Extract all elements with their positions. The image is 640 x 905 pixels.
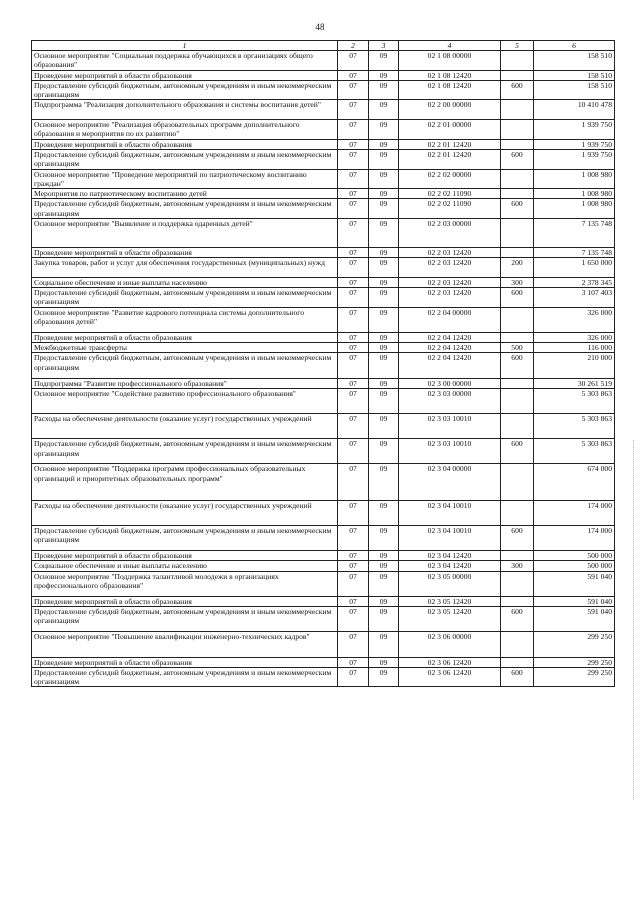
row-expense-type: 600 bbox=[501, 288, 534, 308]
row-section: 07 bbox=[338, 189, 369, 199]
row-expense-type bbox=[501, 219, 534, 248]
table-row bbox=[32, 353, 615, 378]
row-subsection: 09 bbox=[369, 525, 399, 550]
page-edge-marks bbox=[633, 440, 636, 800]
table-row bbox=[32, 439, 615, 464]
table-row bbox=[32, 80, 615, 100]
row-target-code: 02 1 08 12420 bbox=[399, 70, 501, 80]
row-name: Основное мероприятие "Реализация образовательных программ дополнительного образования и мероприятия по их развитию" bbox=[32, 120, 338, 140]
table-row bbox=[32, 571, 615, 596]
row-name: Основное мероприятие "Поддержка талантливой молодежи в организациях профессионального образования" bbox=[32, 571, 338, 596]
row-section: 07 bbox=[338, 561, 369, 571]
row-expense-type bbox=[501, 378, 534, 388]
row-subsection: 09 bbox=[369, 120, 399, 140]
row-expense-type: 600 bbox=[501, 525, 534, 550]
table-row bbox=[32, 199, 615, 219]
row-expense-type bbox=[501, 571, 534, 596]
row-section: 07 bbox=[338, 139, 369, 149]
row-section: 07 bbox=[338, 596, 369, 606]
row-target-code: 02 2 03 00000 bbox=[399, 219, 501, 248]
row-amount: 158 510 bbox=[534, 80, 615, 100]
table-row bbox=[32, 51, 615, 71]
row-subsection: 09 bbox=[369, 199, 399, 219]
row-subsection: 09 bbox=[369, 307, 399, 332]
row-section: 07 bbox=[338, 414, 369, 439]
table-row bbox=[32, 189, 615, 199]
row-amount: 299 250 bbox=[534, 632, 615, 657]
row-expense-type: 600 bbox=[501, 667, 534, 687]
row-section: 07 bbox=[338, 388, 369, 413]
row-target-code: 02 2 03 12420 bbox=[399, 288, 501, 308]
table-row bbox=[32, 343, 615, 353]
table-row bbox=[32, 561, 615, 571]
row-subsection: 09 bbox=[369, 607, 399, 632]
row-section: 07 bbox=[338, 247, 369, 257]
row-expense-type bbox=[501, 464, 534, 500]
row-amount: 30 261 519 bbox=[534, 378, 615, 388]
row-subsection: 09 bbox=[369, 288, 399, 308]
row-name: Предоставление субсидий бюджетным, автономным учреждениям и иным некоммерческим организациям bbox=[32, 199, 338, 219]
row-target-code: 02 3 04 10010 bbox=[399, 500, 501, 525]
row-amount: 158 510 bbox=[534, 51, 615, 71]
row-section: 07 bbox=[338, 353, 369, 378]
row-name: Предоставление субсидий бюджетным, автономным учреждениям и иным некоммерческим организациям bbox=[32, 525, 338, 550]
row-expense-type: 200 bbox=[501, 258, 534, 278]
row-subsection: 09 bbox=[369, 277, 399, 287]
row-expense-type bbox=[501, 388, 534, 413]
row-amount: 591 040 bbox=[534, 596, 615, 606]
row-target-code: 02 3 06 00000 bbox=[399, 632, 501, 657]
row-section: 07 bbox=[338, 378, 369, 388]
row-section: 07 bbox=[338, 277, 369, 287]
row-amount: 174 000 bbox=[534, 525, 615, 550]
row-name: Подпрограмма "Реализация дополнительного образования и системы воспитания детей" bbox=[32, 100, 338, 120]
row-target-code: 02 1 08 12420 bbox=[399, 80, 501, 100]
row-name: Основное мероприятие "Проведение мероприятий по патриотическому воспитанию граждан" bbox=[32, 169, 338, 189]
row-section: 07 bbox=[338, 307, 369, 332]
table-row bbox=[32, 247, 615, 257]
row-expense-type: 500 bbox=[501, 343, 534, 353]
row-subsection: 09 bbox=[369, 414, 399, 439]
row-target-code: 02 3 05 12420 bbox=[399, 607, 501, 632]
row-section: 07 bbox=[338, 500, 369, 525]
row-name: Проведение мероприятий в области образования bbox=[32, 70, 338, 80]
header-col-4: 4 bbox=[399, 41, 501, 51]
row-amount: 500 000 bbox=[534, 551, 615, 561]
row-amount: 1 008 980 bbox=[534, 169, 615, 189]
row-expense-type bbox=[501, 500, 534, 525]
row-section: 07 bbox=[338, 199, 369, 219]
row-name: Мероприятия по патриотическому воспитанию детей bbox=[32, 189, 338, 199]
row-name: Проведение мероприятий в области образования bbox=[32, 332, 338, 342]
row-amount: 299 250 bbox=[534, 657, 615, 667]
table-row bbox=[32, 288, 615, 308]
row-amount: 174 000 bbox=[534, 500, 615, 525]
row-expense-type bbox=[501, 169, 534, 189]
row-expense-type bbox=[501, 307, 534, 332]
row-subsection: 09 bbox=[369, 189, 399, 199]
row-target-code: 02 3 04 12420 bbox=[399, 561, 501, 571]
row-section: 07 bbox=[338, 51, 369, 71]
row-expense-type bbox=[501, 189, 534, 199]
row-target-code: 02 2 01 12420 bbox=[399, 139, 501, 149]
row-expense-type bbox=[501, 332, 534, 342]
row-subsection: 09 bbox=[369, 258, 399, 278]
row-section: 07 bbox=[338, 288, 369, 308]
row-subsection: 09 bbox=[369, 139, 399, 149]
row-target-code: 02 2 02 11090 bbox=[399, 199, 501, 219]
row-target-code: 02 3 04 10010 bbox=[399, 525, 501, 550]
row-name: Расходы на обеспечение деятельности (оказание услуг) государственных учреждений bbox=[32, 414, 338, 439]
row-expense-type bbox=[501, 139, 534, 149]
row-subsection: 09 bbox=[369, 657, 399, 667]
table-header-row bbox=[32, 41, 615, 51]
row-target-code: 02 2 02 11090 bbox=[399, 189, 501, 199]
header-col-3: 3 bbox=[369, 41, 399, 51]
row-expense-type bbox=[501, 657, 534, 667]
row-expense-type bbox=[501, 596, 534, 606]
table-row bbox=[32, 525, 615, 550]
row-subsection: 09 bbox=[369, 464, 399, 500]
row-name: Основное мероприятие "Содействие развитию профессионального образования" bbox=[32, 388, 338, 413]
row-name: Закупка товаров, работ и услуг для обеспечения государственных (муниципальных) нужд bbox=[32, 258, 338, 278]
row-amount: 210 000 bbox=[534, 353, 615, 378]
row-target-code: 02 3 05 12420 bbox=[399, 596, 501, 606]
row-target-code: 02 2 04 12420 bbox=[399, 343, 501, 353]
row-subsection: 09 bbox=[369, 169, 399, 189]
row-amount: 1 939 750 bbox=[534, 139, 615, 149]
row-target-code: 02 2 04 00000 bbox=[399, 307, 501, 332]
row-amount: 5 303 863 bbox=[534, 414, 615, 439]
row-section: 07 bbox=[338, 551, 369, 561]
row-subsection: 09 bbox=[369, 219, 399, 248]
row-target-code: 02 3 00 00000 bbox=[399, 378, 501, 388]
row-name: Основное мероприятие "Развитие кадрового потенциала системы дополнительного образования детей" bbox=[32, 307, 338, 332]
row-amount: 158 510 bbox=[534, 70, 615, 80]
table-row bbox=[32, 120, 615, 140]
row-target-code: 02 2 01 12420 bbox=[399, 149, 501, 169]
row-subsection: 09 bbox=[369, 561, 399, 571]
row-expense-type: 600 bbox=[501, 353, 534, 378]
row-section: 07 bbox=[338, 657, 369, 667]
row-expense-type bbox=[501, 51, 534, 71]
row-section: 07 bbox=[338, 439, 369, 464]
row-name: Социальное обеспечение и иные выплаты населению bbox=[32, 561, 338, 571]
row-amount: 1 939 750 bbox=[534, 149, 615, 169]
row-expense-type bbox=[501, 70, 534, 80]
row-subsection: 09 bbox=[369, 353, 399, 378]
header-col-1: 1 bbox=[32, 41, 338, 51]
table-row bbox=[32, 378, 615, 388]
row-name: Предоставление субсидий бюджетным, автономным учреждениям и иным некоммерческим организациям bbox=[32, 439, 338, 464]
row-subsection: 09 bbox=[369, 70, 399, 80]
row-expense-type: 300 bbox=[501, 277, 534, 287]
row-name: Предоставление субсидий бюджетным, автономным учреждениям и иным некоммерческим организациям bbox=[32, 288, 338, 308]
row-expense-type: 600 bbox=[501, 439, 534, 464]
row-section: 07 bbox=[338, 607, 369, 632]
table-row bbox=[32, 277, 615, 287]
table-row bbox=[32, 258, 615, 278]
row-amount: 5 303 863 bbox=[534, 439, 615, 464]
row-amount: 1 939 750 bbox=[534, 120, 615, 140]
table-row bbox=[32, 464, 615, 500]
row-expense-type bbox=[501, 414, 534, 439]
row-name: Предоставление субсидий бюджетным, автономным учреждениям и иным некоммерческим организациям bbox=[32, 667, 338, 687]
row-amount: 116 000 bbox=[534, 343, 615, 353]
row-name: Основное мероприятие "Социальная поддержка обучающихся в организациях общего образования" bbox=[32, 51, 338, 71]
row-name: Проведение мероприятий в области образования bbox=[32, 657, 338, 667]
row-name: Основное мероприятие "Поддержка программ профессиональных образовательных организаций и приоритетных образовательных программ" bbox=[32, 464, 338, 500]
table-row bbox=[32, 139, 615, 149]
row-expense-type: 600 bbox=[501, 80, 534, 100]
table-row bbox=[32, 500, 615, 525]
row-subsection: 09 bbox=[369, 80, 399, 100]
row-expense-type bbox=[501, 551, 534, 561]
row-target-code: 02 2 00 00000 bbox=[399, 100, 501, 120]
row-section: 07 bbox=[338, 80, 369, 100]
row-section: 07 bbox=[338, 219, 369, 248]
row-expense-type bbox=[501, 247, 534, 257]
table-row bbox=[32, 596, 615, 606]
table-row bbox=[32, 219, 615, 248]
row-name: Предоставление субсидий бюджетным, автономным учреждениям и иным некоммерческим организациям bbox=[32, 80, 338, 100]
row-name: Межбюджетные трансферты bbox=[32, 343, 338, 353]
row-amount: 10 410 478 bbox=[534, 100, 615, 120]
header-col-2: 2 bbox=[338, 41, 369, 51]
row-name: Проведение мероприятий в области образования bbox=[32, 139, 338, 149]
row-subsection: 09 bbox=[369, 149, 399, 169]
page-number: 48 bbox=[315, 22, 325, 32]
row-name: Проведение мероприятий в области образования bbox=[32, 247, 338, 257]
row-subsection: 09 bbox=[369, 388, 399, 413]
row-name: Социальное обеспечение и иные выплаты населению bbox=[32, 277, 338, 287]
row-subsection: 09 bbox=[369, 100, 399, 120]
row-section: 07 bbox=[338, 120, 369, 140]
row-subsection: 09 bbox=[369, 571, 399, 596]
row-name: Расходы на обеспечение деятельности (оказание услуг) государственных учреждений bbox=[32, 500, 338, 525]
row-target-code: 02 2 04 12420 bbox=[399, 332, 501, 342]
table-row bbox=[32, 388, 615, 413]
row-section: 07 bbox=[338, 149, 369, 169]
row-target-code: 02 2 03 12420 bbox=[399, 247, 501, 257]
table-row bbox=[32, 332, 615, 342]
row-section: 07 bbox=[338, 100, 369, 120]
table-row bbox=[32, 414, 615, 439]
row-target-code: 02 2 03 12420 bbox=[399, 258, 501, 278]
row-target-code: 02 2 04 12420 bbox=[399, 353, 501, 378]
row-subsection: 09 bbox=[369, 439, 399, 464]
row-subsection: 09 bbox=[369, 332, 399, 342]
row-expense-type: 300 bbox=[501, 561, 534, 571]
row-target-code: 02 3 04 12420 bbox=[399, 551, 501, 561]
row-subsection: 09 bbox=[369, 378, 399, 388]
row-amount: 3 107 403 bbox=[534, 288, 615, 308]
table-row bbox=[32, 169, 615, 189]
row-expense-type: 600 bbox=[501, 149, 534, 169]
table-row bbox=[32, 551, 615, 561]
budget-table bbox=[31, 40, 615, 687]
row-subsection: 09 bbox=[369, 343, 399, 353]
row-amount: 1 008 980 bbox=[534, 199, 615, 219]
row-subsection: 09 bbox=[369, 551, 399, 561]
row-section: 07 bbox=[338, 632, 369, 657]
row-amount: 7 135 748 bbox=[534, 247, 615, 257]
row-target-code: 02 1 08 00000 bbox=[399, 51, 501, 71]
row-name: Проведение мероприятий в области образования bbox=[32, 596, 338, 606]
row-target-code: 02 3 06 12420 bbox=[399, 667, 501, 687]
table-row bbox=[32, 149, 615, 169]
row-target-code: 02 2 03 12420 bbox=[399, 277, 501, 287]
row-target-code: 02 3 03 00000 bbox=[399, 388, 501, 413]
table-row bbox=[32, 667, 615, 687]
row-section: 07 bbox=[338, 343, 369, 353]
row-target-code: 02 3 03 10010 bbox=[399, 414, 501, 439]
row-expense-type bbox=[501, 100, 534, 120]
table-body bbox=[32, 51, 615, 687]
row-subsection: 09 bbox=[369, 667, 399, 687]
row-section: 07 bbox=[338, 525, 369, 550]
row-section: 07 bbox=[338, 667, 369, 687]
row-name: Подпрограмма "Развитие профессионального образования" bbox=[32, 378, 338, 388]
row-section: 07 bbox=[338, 70, 369, 80]
row-amount: 2 378 345 bbox=[534, 277, 615, 287]
row-amount: 5 303 863 bbox=[534, 388, 615, 413]
row-section: 07 bbox=[338, 169, 369, 189]
row-name: Предоставление субсидий бюджетным, автономным учреждениям и иным некоммерческим организациям bbox=[32, 149, 338, 169]
row-amount: 674 000 bbox=[534, 464, 615, 500]
row-amount: 7 135 748 bbox=[534, 219, 615, 248]
row-subsection: 09 bbox=[369, 51, 399, 71]
table-row bbox=[32, 70, 615, 80]
row-amount: 326 000 bbox=[534, 307, 615, 332]
row-expense-type bbox=[501, 632, 534, 657]
row-target-code: 02 3 06 12420 bbox=[399, 657, 501, 667]
header-col-6: 6 bbox=[534, 41, 615, 51]
row-amount: 1 650 000 bbox=[534, 258, 615, 278]
row-target-code: 02 2 01 00000 bbox=[399, 120, 501, 140]
row-section: 07 bbox=[338, 571, 369, 596]
row-subsection: 09 bbox=[369, 596, 399, 606]
row-section: 07 bbox=[338, 332, 369, 342]
row-name: Основное мероприятие "Повышение квалификации инженерно-технических кадров" bbox=[32, 632, 338, 657]
header-col-5: 5 bbox=[501, 41, 534, 51]
row-target-code: 02 2 02 00000 bbox=[399, 169, 501, 189]
row-subsection: 09 bbox=[369, 500, 399, 525]
row-expense-type: 600 bbox=[501, 607, 534, 632]
table-row bbox=[32, 632, 615, 657]
row-amount: 591 040 bbox=[534, 571, 615, 596]
row-name: Проведение мероприятий в области образования bbox=[32, 551, 338, 561]
row-amount: 1 008 980 bbox=[534, 189, 615, 199]
row-name: Предоставление субсидий бюджетным, автономным учреждениям и иным некоммерческим организациям bbox=[32, 607, 338, 632]
row-target-code: 02 3 04 00000 bbox=[399, 464, 501, 500]
row-section: 07 bbox=[338, 258, 369, 278]
row-name: Основное мероприятие "Выявление и поддержка одаренных детей" bbox=[32, 219, 338, 248]
row-target-code: 02 3 05 00000 bbox=[399, 571, 501, 596]
row-target-code: 02 3 03 10010 bbox=[399, 439, 501, 464]
row-name: Предоставление субсидий бюджетным, автономным учреждениям и иным некоммерческим организациям bbox=[32, 353, 338, 378]
row-amount: 299 250 bbox=[534, 667, 615, 687]
table-row bbox=[32, 657, 615, 667]
row-subsection: 09 bbox=[369, 632, 399, 657]
table-row bbox=[32, 100, 615, 120]
row-expense-type: 600 bbox=[501, 199, 534, 219]
row-section: 07 bbox=[338, 464, 369, 500]
row-subsection: 09 bbox=[369, 247, 399, 257]
table-row bbox=[32, 307, 615, 332]
row-amount: 326 000 bbox=[534, 332, 615, 342]
row-amount: 500 000 bbox=[534, 561, 615, 571]
table-row bbox=[32, 607, 615, 632]
row-amount: 591 040 bbox=[534, 607, 615, 632]
row-expense-type bbox=[501, 120, 534, 140]
